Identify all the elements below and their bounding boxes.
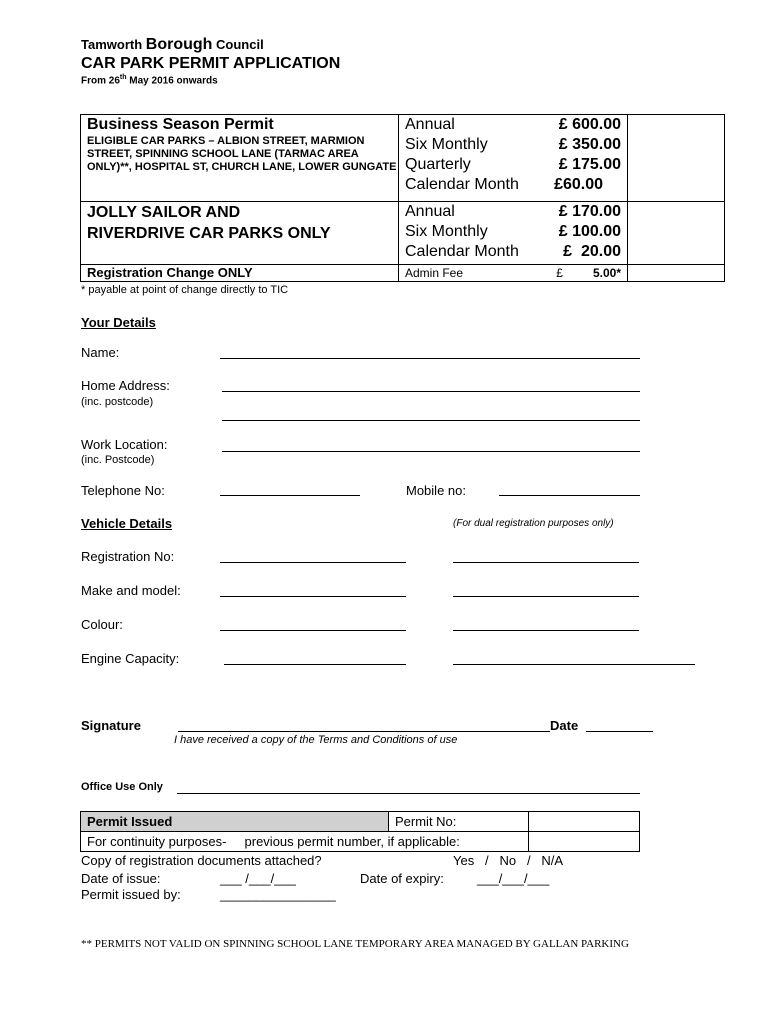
jolly-permit-cell xyxy=(81,202,399,265)
registration-change-cell xyxy=(81,265,399,282)
colour-field-2[interactable] xyxy=(453,630,639,631)
jolly-checkbox-cell[interactable] xyxy=(628,202,725,265)
jolly-permit-title-1: JOLLY SAILOR AND xyxy=(87,204,241,221)
rate-row: Calendar Month £60.00 xyxy=(405,176,603,193)
mobile-field[interactable] xyxy=(499,495,640,496)
colour-field-1[interactable] xyxy=(220,630,406,631)
make-model-field-2[interactable] xyxy=(453,596,639,597)
name-field[interactable] xyxy=(220,358,640,359)
business-rates-cell xyxy=(399,115,628,202)
date-of-issue-label: Date of issue: xyxy=(81,871,161,886)
permit-no-value-cell[interactable] xyxy=(529,812,640,832)
rate-row: Annual £ 600.00 xyxy=(405,116,621,133)
permit-pricing-table xyxy=(80,114,725,282)
engine-capacity-field-2[interactable] xyxy=(453,664,695,665)
engine-capacity-field-1[interactable] xyxy=(224,664,406,665)
eligible-car-parks: ELIGIBLE CAR PARKS – ALBION STREET, MARMION STREET, SPINNING SCHOOL LANE (TARMAC AREA ONLY)**, HOSPITAL ST, CHURCH LANE, LOWER GUNGATE xyxy=(87,135,397,173)
rate-row: Six Monthly £ 100.00 xyxy=(405,223,621,240)
home-address-field-2[interactable] xyxy=(222,420,640,421)
registration-change-label: Registration Change ONLY xyxy=(87,265,253,280)
admin-fee-row: Admin Fee £ 5.00* xyxy=(405,266,621,280)
copy-docs-label: Copy of registration documents attached? xyxy=(81,853,322,868)
mobile-label: Mobile no: xyxy=(406,483,466,498)
payable-note: * payable at point of change directly to TIC xyxy=(81,284,289,296)
valid-from-text: From 26th May 2016 onwards xyxy=(81,74,218,87)
date-of-issue-field[interactable]: ___ /___/___ xyxy=(220,871,296,886)
signature-field[interactable] xyxy=(178,731,550,732)
business-checkbox-cell[interactable] xyxy=(628,115,725,202)
office-use-table xyxy=(80,811,640,852)
telephone-field[interactable] xyxy=(220,495,360,496)
permit-no-cell: Permit No: xyxy=(389,812,529,832)
office-use-rule xyxy=(177,793,640,794)
date-of-expiry-field[interactable]: ___/___/___ xyxy=(477,871,550,886)
terms-note: I have received a copy of the Terms and Conditions of use xyxy=(174,734,458,746)
business-permit-cell xyxy=(81,115,399,202)
issued-by-label: Permit issued by: xyxy=(81,887,181,902)
date-field[interactable] xyxy=(586,731,653,732)
council-name: Tamworth Borough Council xyxy=(81,36,264,53)
continuity-cell: For continuity purposes- previous permit number, if applicable: xyxy=(81,832,529,852)
signature-label: Signature xyxy=(81,718,141,733)
your-details-heading: Your Details xyxy=(81,315,156,330)
home-address-sublabel: (inc. postcode) xyxy=(81,396,154,408)
yes-no-na-options[interactable]: Yes / No / N/A xyxy=(453,853,564,868)
make-model-field-1[interactable] xyxy=(220,596,406,597)
registration-change-checkbox-cell[interactable] xyxy=(628,265,725,282)
page-title: CAR PARK PERMIT APPLICATION xyxy=(81,55,341,72)
rate-row: Six Monthly £ 350.00 xyxy=(405,136,621,153)
business-permit-title: Business Season Permit xyxy=(87,116,274,133)
vehicle-details-heading: Vehicle Details xyxy=(81,516,173,531)
jolly-rates-cell xyxy=(399,202,628,265)
previous-permit-value-cell[interactable] xyxy=(529,832,640,852)
make-model-label: Make and model: xyxy=(81,583,181,598)
rate-row: Annual £ 170.00 xyxy=(405,203,621,220)
office-use-heading: Office Use Only xyxy=(81,781,163,793)
permit-issued-cell: Permit Issued xyxy=(81,812,389,832)
registration-field-2[interactable] xyxy=(453,562,639,563)
date-of-expiry-label: Date of expiry: xyxy=(360,871,444,886)
registration-field-1[interactable] xyxy=(220,562,406,563)
home-address-label: Home Address: xyxy=(81,378,170,393)
telephone-label: Telephone No: xyxy=(81,483,165,498)
name-label: Name: xyxy=(81,345,120,360)
issued-by-field[interactable]: ________________ xyxy=(220,887,336,902)
registration-label: Registration No: xyxy=(81,549,175,564)
work-location-label: Work Location: xyxy=(81,437,168,452)
jolly-permit-title-2: RIVERDRIVE CAR PARKS ONLY xyxy=(87,225,331,242)
rate-row: Quarterly £ 175.00 xyxy=(405,156,621,173)
engine-capacity-label: Engine Capacity: xyxy=(81,651,180,666)
colour-label: Colour: xyxy=(81,617,123,632)
work-location-sublabel: (inc. Postcode) xyxy=(81,454,155,466)
date-label: Date xyxy=(550,718,579,733)
home-address-field-1[interactable] xyxy=(222,391,640,392)
admin-fee-cell xyxy=(399,265,628,282)
work-location-field[interactable] xyxy=(222,451,640,452)
footer-note: ** PERMITS NOT VALID ON SPINNING SCHOOL LANE TEMPORARY AREA MANAGED BY GALLAN PARKING xyxy=(81,938,629,950)
rate-row: Calendar Month £ 20.00 xyxy=(405,243,621,260)
dual-registration-note: (For dual registration purposes only) xyxy=(453,518,614,529)
